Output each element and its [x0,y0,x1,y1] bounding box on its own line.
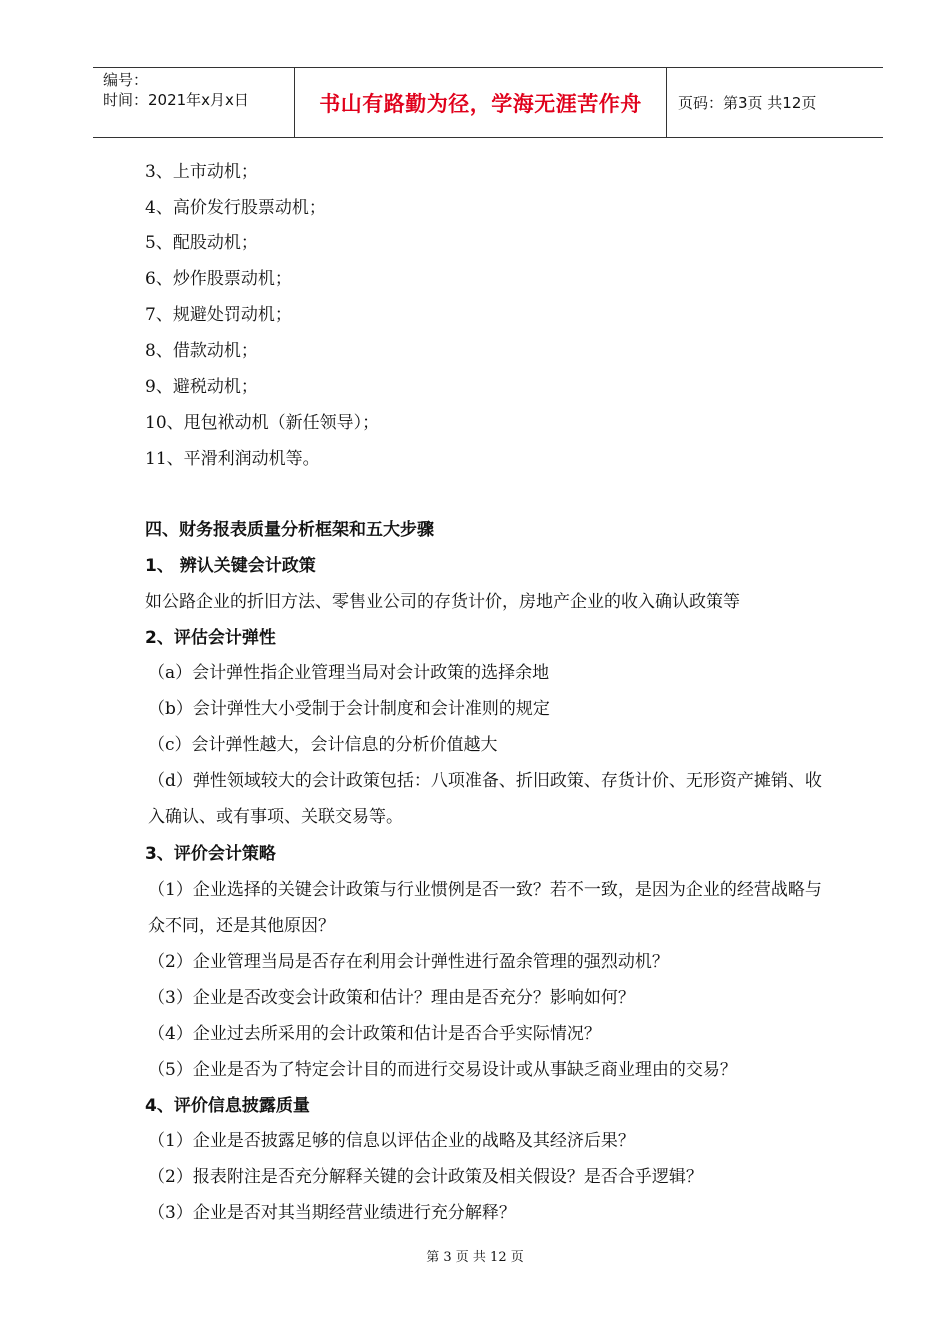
header-page-label: 页码：第3页 共12页 [678,94,817,112]
number-label: 编号： [103,71,149,89]
step-heading: 1、 辨认关键会计政策 [145,556,316,576]
step-heading: 2、评估会计弹性 [145,628,276,648]
section-heading: 四、财务报表质量分析框架和五大步骤 [145,520,434,540]
list-item: （3）企业是否对其当期经营业绩进行充分解释？ [148,1203,516,1223]
list-item: 5、配股动机； [145,233,258,253]
list-item: 8、借款动机； [145,341,258,361]
list-item: （d）弹性领域较大的会计政策包括：八项准备、折旧政策、存货计价、无形资产摊销、收入确认、或有事项、关联交易等。 [148,771,822,827]
list-item: （4）企业过去所采用的会计政策和估计是否合乎实际情况？ [148,1024,601,1044]
list-item: 10、甩包袱动机（新任领导）； [145,413,380,433]
list-item: （2）报表附注是否充分解释关键的会计政策及相关假设？是否合乎逻辑？ [148,1167,703,1187]
paragraph: 如公路企业的折旧方法、零售业公司的存货计价，房地产企业的收入确认政策等 [145,592,740,612]
list-item: 9、避税动机； [145,377,258,397]
list-item: （1）企业选择的关键会计政策与行业惯例是否一致？若不一致，是因为企业的经营战略与众不同，还是其他原因？ [148,880,822,936]
time-label: 时间：2021年x月x日 [103,91,249,109]
step-heading: 4、评价信息披露质量 [145,1096,310,1116]
list-item: （2）企业管理当局是否存在利用会计弹性进行盈余管理的强烈动机？ [148,952,669,972]
list-item: 11、平滑利润动机等。 [145,449,320,469]
list-item: （1）企业是否披露足够的信息以评估企业的战略及其经济后果？ [148,1131,635,1151]
list-item: 4、高价发行股票动机； [145,198,326,218]
list-item: （a）会计弹性指企业管理当局对会计政策的选择余地 [148,663,550,683]
list-item: （b）会计弹性大小受制于会计制度和会计准则的规定 [148,699,550,719]
list-item: （c）会计弹性越大，会计信息的分析价值越大 [148,735,498,755]
header-meta [103,70,249,110]
header-divider [666,68,667,137]
list-item: 6、炒作股票动机； [145,269,292,289]
list-item: （3）企业是否改变会计政策和估计？理由是否充分？影响如何？ [148,988,635,1008]
page-header [93,67,883,138]
list-item: （5）企业是否为了特定会计目的而进行交易设计或从事缺乏商业理由的交易？ [148,1060,737,1080]
page-footer: 第 3 页 共 12 页 [426,1250,524,1265]
list-item: 7、规避处罚动机； [145,305,292,325]
header-motto: 书山有路勤为径，学海无涯苦作舟 [319,91,642,116]
list-item: 3、上市动机； [145,162,258,182]
step-heading: 3、评价会计策略 [145,844,276,864]
